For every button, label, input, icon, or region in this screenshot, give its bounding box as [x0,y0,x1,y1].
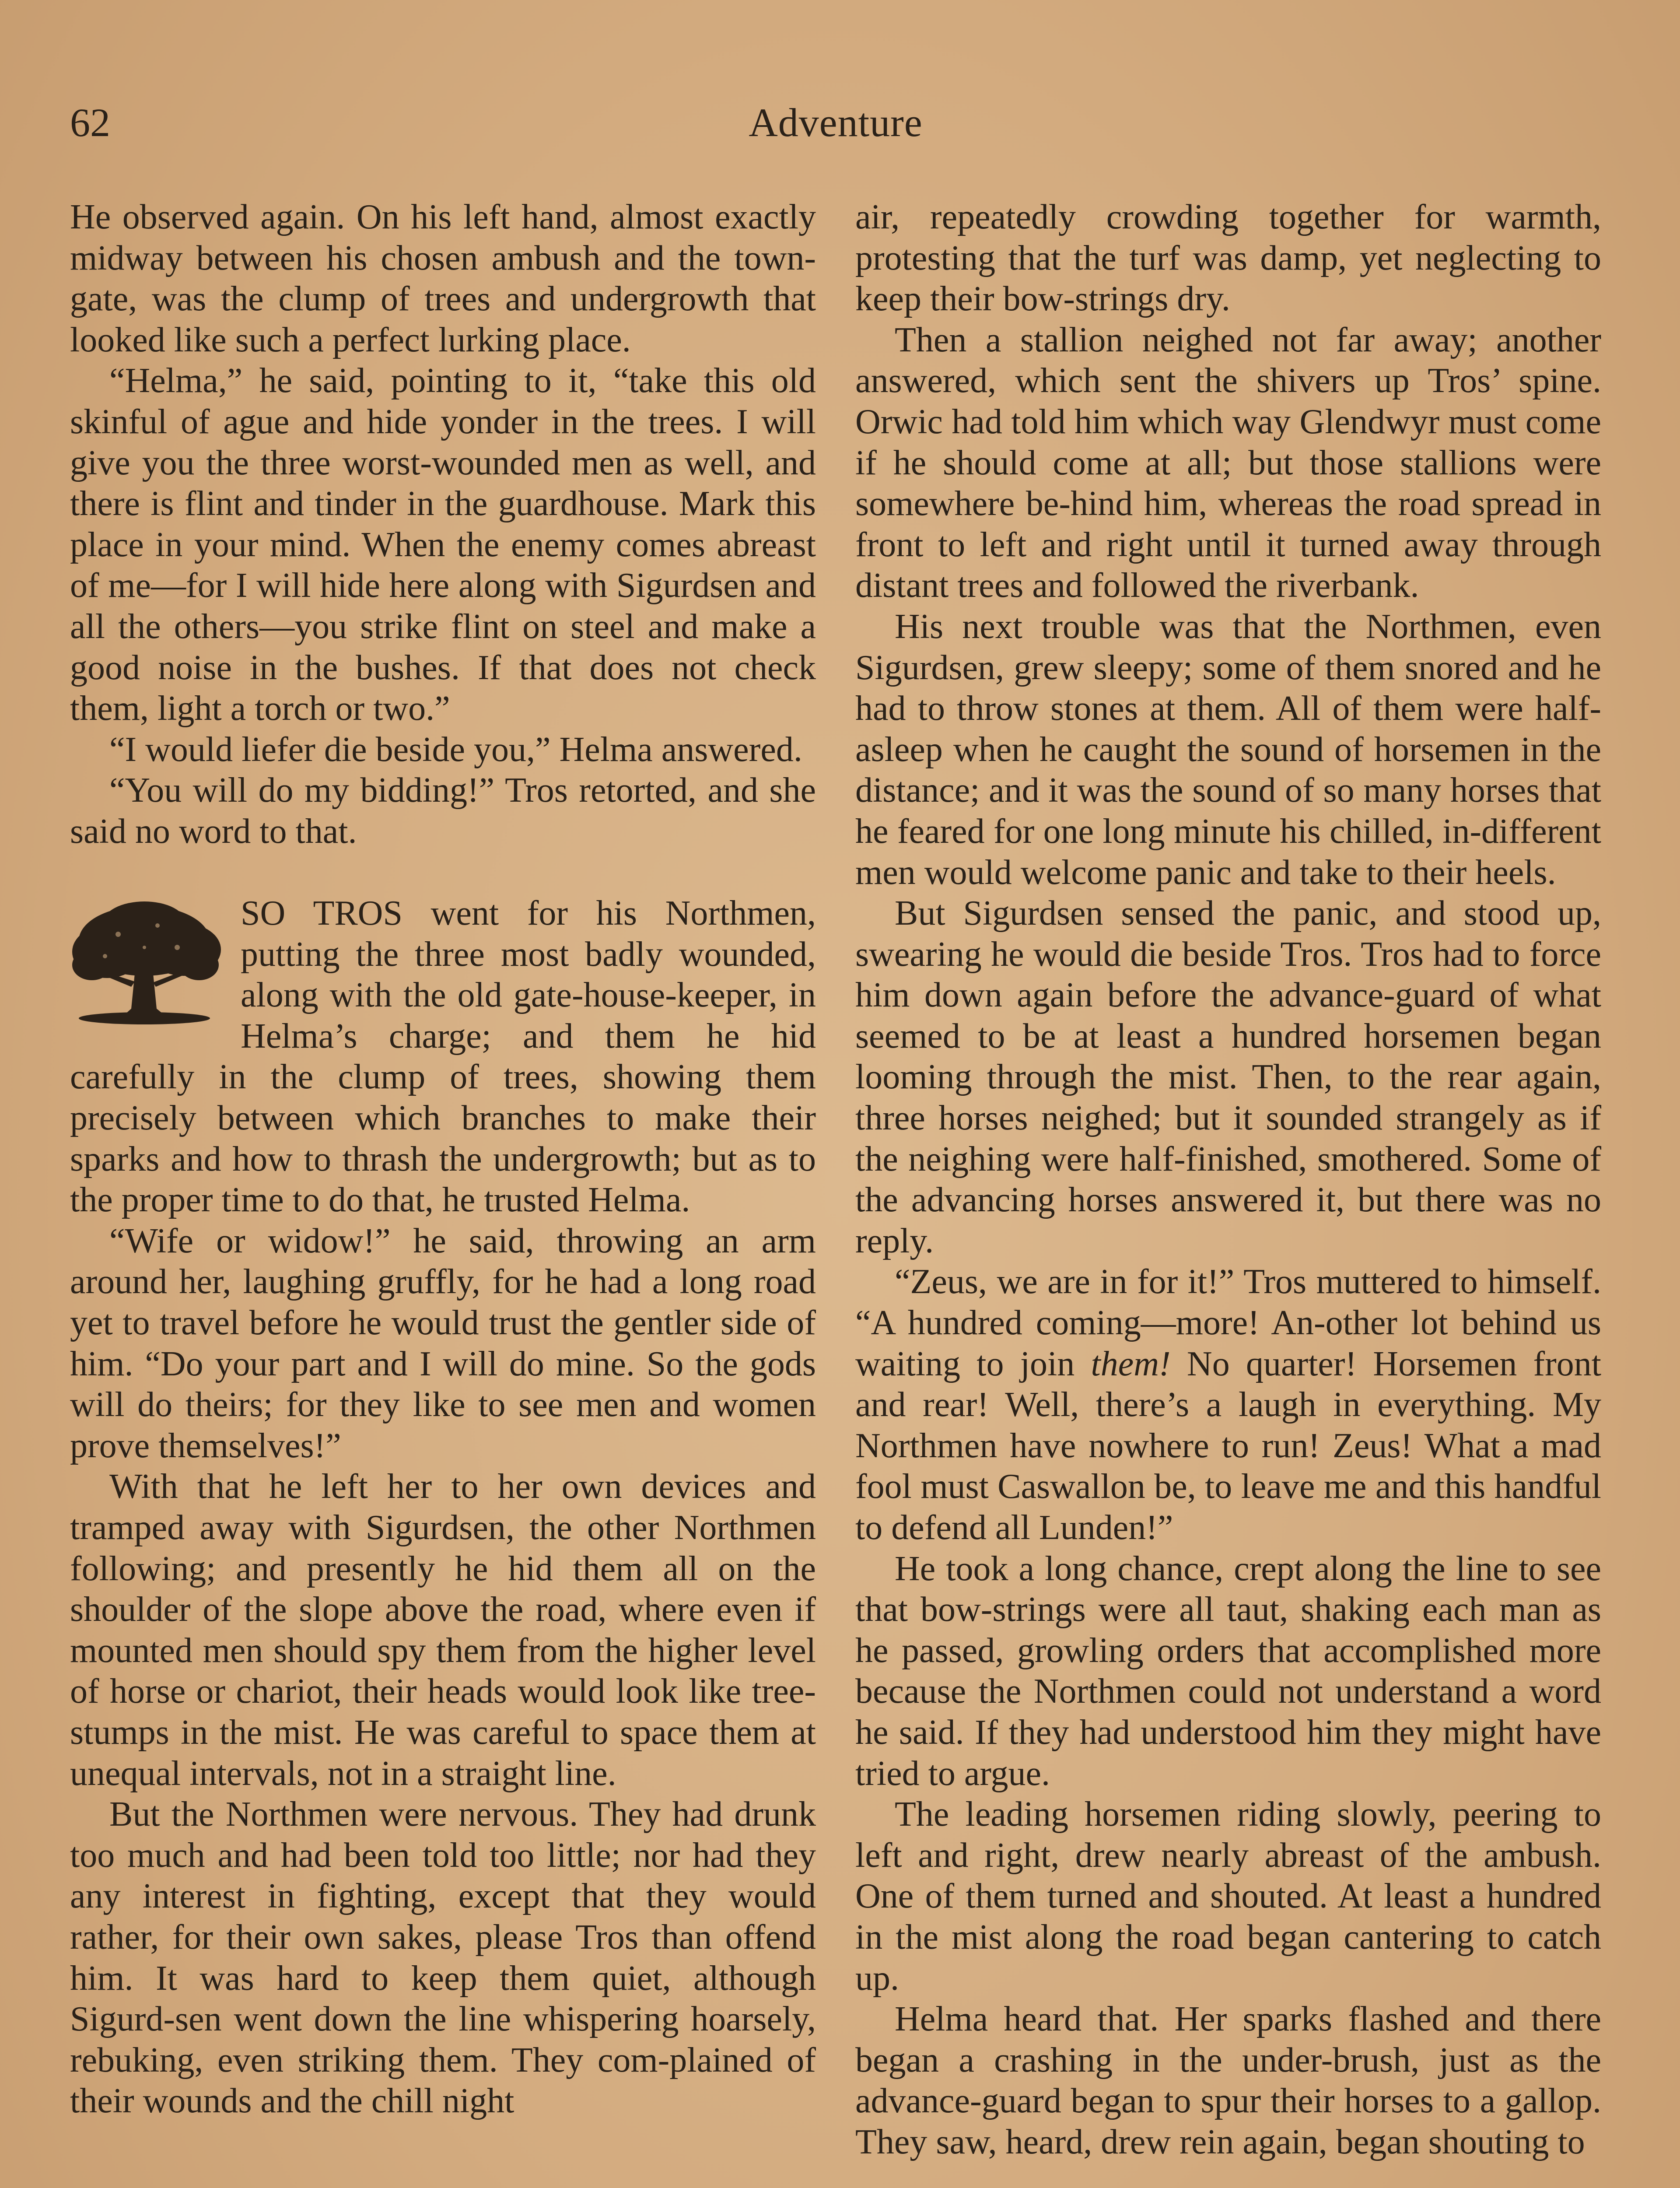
paragraph: “Helma,” he said, pointing to it, “take this old skinful of ague and hide yonder in the trees. I will give you the three worst-wounded men as well, and there is flint and tinder in the guardhouse. Mark this place in your mind. When the enemy comes abreast of me—for I will hide here along with Sigurdsen and all the others—you strike flint on steel and make a good noise in the bushes. If that does not check them, light a torch or two.” [70,361,816,728]
page-number: 62 [70,100,110,145]
paragraph: His next trouble was that the Northmen, even Sigurdsen, grew sleepy; some of them snored and he had to throw stones at them. All of them were half-asleep when he caught the sound of horsemen in the distance; and it was the sound of so many horses that he feared for one long minute his chilled, in-different men would welcome panic and take to their heels. [855,607,1601,892]
paragraph-text: “Zeus, we are in for it!” Tros muttered to himself. “A hundred coming—more! An-other lot behind us waiting to join [855,1262,1601,1383]
paragraph: “You will do my bidding!” Tros retorted, and she said no word to that. [70,771,816,851]
running-title: Adventure [749,100,923,145]
paragraph: With that he left her to her own devices and tramped away with Sigurdsen, the other Northmen following; and presently he hid them all on the shoulder of the slope above the road, where even if mounted men should spy them from the higher level of horse or chariot, their heads would look like tree-stumps in the mist. He was careful to space them at unequal intervals, not in a straight line. [70,1467,816,1793]
paragraph [855,1262,1601,1548]
paragraph-text: No quarter! Horsemen front and rear! Well, there’s a laugh in everything. My Northmen have nowhere to run! Zeus! What a mad fool must Caswallon be, to leave me and this handful to defend all Lunden!” [855,1344,1601,1547]
paragraph: “I would liefer die beside you,” Helma answered. [109,730,802,769]
emphasis-text: them! [1091,1344,1171,1383]
left-column [70,197,816,2122]
paragraph: Then a stallion neighed not far away; another answered, which sent the shivers up Tros’ spine. Orwic had told him which way Glendwyr must come if he should come at all; but those stallions were somewhere be-hind him, whereas the road spread in front to left and right until it turned away through distant trees and followed the riverbank. [855,320,1601,605]
section-opening-paragraph [70,893,816,1221]
paragraph: air, repeatedly crowding together for warmth, protesting that the turf was damp, yet neglecting to keep their bow-strings dry. [855,198,1601,319]
paragraph-text: SO TROS went for his Northmen, putting the three most badly wounded, along with the old gate-house-keeper, in Helma’s charge; and them he hid carefully in the clump of trees, showing them precisely between which branches to make their sparks and how to thrash the undergrowth; but as to the proper time to do that, he trusted Helma. [70,894,816,1220]
paragraph: “Wife or widow!” he said, throwing an arm around her, laughing gruffly, for he had a long road yet to travel before he would trust the gentler side of him. “Do your part and I will do mine. So the gods will do theirs; for they like to see men and women prove themselves!” [70,1221,816,1465]
page-header [70,98,1601,147]
paragraph: Helma heard that. Her sparks flashed and there began a crashing in the under-brush, just as the advance-guard began to spur their horses to a gallop. They saw, heard, drew rein again, began shouting to [855,2000,1601,2161]
paragraph: He took a long chance, crept along the line to see that bow-strings were all taut, shaking each man as he passed, growling orders that accomplished more because the Northmen could not understand a word he said. If they had understood him they might have tried to argue. [855,1549,1601,1793]
paragraph: He observed again. On his left hand, almost exactly midway between his chosen ambush and the town-gate, was the clump of trees and undergrowth that looked like such a perfect lurking place. [70,198,816,359]
tree-ornament-icon [66,899,223,1057]
paragraph: The leading horsemen riding slowly, peering to left and right, drew nearly abreast of the ambush. One of them turned and shouted. At least a hundred in the mist along the road began cantering to catch up. [855,1795,1601,1998]
paragraph: But the Northmen were nervous. They had drunk too much and had been told too little; nor had they any interest in fighting, except that they would rather, for their own sakes, please Tros than offend him. It was hard to keep them quiet, although Sigurd-sen went down the line whispering hoarsely, rebuking, even striking them. They com-plained of their wounds and the chill night [70,1795,816,2121]
paragraph: But Sigurdsen sensed the panic, and stood up, swearing he would die beside Tros. Tros had to force him down again before the advance-guard of what seemed to be at least a hundred horsemen began looming through the mist. Then, to the rear again, three horses neighed; but it sounded strangely as if the neighing were half-finished, smothered. Some of the advancing horses answered it, but there was no reply. [855,894,1601,1260]
right-column [855,197,1601,2163]
